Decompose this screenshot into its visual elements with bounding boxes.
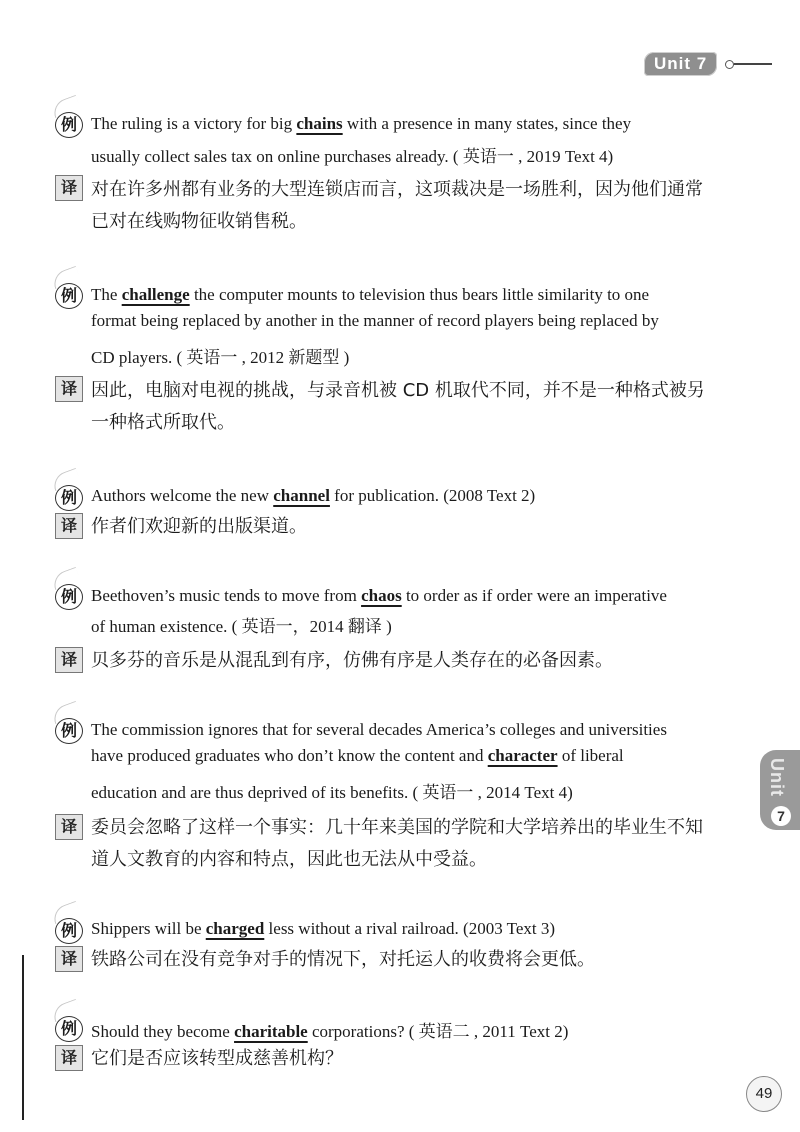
unit-side-tab <box>760 750 800 830</box>
ornament-dot <box>725 60 734 69</box>
translation-line: 它们是否应该转型成慈善机构？ <box>91 1048 343 1069</box>
side-tab-number: 7 <box>771 806 791 826</box>
example-line: have produced graduates who don’t know the content and character of liberal <box>91 746 624 765</box>
page-number: 49 <box>746 1076 782 1112</box>
translation-line: 道人文教育的内容和特点，因此也无法从中受益。 <box>91 849 487 870</box>
translation-marker: 译 <box>55 946 83 972</box>
keyword-chains: chains <box>296 114 343 133</box>
translation-line: 对在许多州都有业务的大型连锁店而言，这项裁决是一场胜利，因为他们通常 <box>91 179 703 200</box>
keyword-character: character <box>487 746 558 765</box>
example-marker: 例 <box>55 283 83 309</box>
translation-line: 一种格式所取代。 <box>91 412 235 433</box>
example-line: The ruling is a victory for big chains with a presence in many states, since they <box>91 114 632 133</box>
translation-line: 铁路公司在没有竞争对手的情况下，对托运人的收费将会更低。 <box>91 949 595 970</box>
translation-marker: 译 <box>55 376 83 402</box>
example-line: Beethoven’s music tends to move from chaos to order as if order were an imperative <box>91 586 667 605</box>
translation-marker: 译 <box>55 1045 83 1071</box>
translation-marker: 译 <box>55 647 83 673</box>
example-marker: 例 <box>55 1016 83 1042</box>
example-line: The challenge the computer mounts to television thus bears little similarity to one <box>91 285 650 304</box>
unit-label: Unit 7 <box>644 52 717 76</box>
keyword-challenge: challenge <box>121 285 190 304</box>
translation-marker: 译 <box>55 175 83 201</box>
side-tab-label: Unit <box>767 758 787 797</box>
ornament-line <box>734 63 772 65</box>
example-line: Shippers will be charged less without a rival railroad. (2003 Text 3) <box>91 919 556 938</box>
translation-marker: 译 <box>55 814 83 840</box>
example-line: CD players. ( 英语一 , 2012 新题型 ) <box>91 348 350 367</box>
translation-line: 委员会忽略了这样一个事实：几十年来美国的学院和大学培养出的毕业生不知 <box>91 817 703 838</box>
example-line: The commission ignores that for several decades America’s colleges and universities <box>91 720 667 739</box>
example-marker: 例 <box>55 918 83 944</box>
margin-rule <box>22 955 24 1120</box>
example-line: education and are thus deprived of its benefits. ( 英语一 , 2014 Text 4) <box>91 783 573 802</box>
example-marker: 例 <box>55 718 83 744</box>
header-ornament <box>725 60 772 69</box>
keyword-charitable: charitable <box>234 1022 308 1041</box>
translation-marker: 译 <box>55 513 83 539</box>
example-marker: 例 <box>55 584 83 610</box>
example-line: Should they become charitable corporations? ( 英语二 , 2011 Text 2) <box>91 1022 569 1041</box>
translation-line: 已对在线购物征收销售税。 <box>91 211 307 232</box>
translation-line: 因此，电脑对电视的挑战，与录音机被 CD 机取代不同，并不是一种格式被另 <box>91 380 705 401</box>
example-marker: 例 <box>55 485 83 511</box>
unit-header <box>644 52 772 76</box>
example-line: format being replaced by another in the manner of record players being replaced by <box>91 311 659 330</box>
keyword-channel: channel <box>273 486 330 505</box>
example-marker: 例 <box>55 112 83 138</box>
keyword-chaos: chaos <box>361 586 402 605</box>
example-line: Authors welcome the new channel for publication. (2008 Text 2) <box>91 486 536 505</box>
keyword-charged: charged <box>205 919 265 938</box>
example-line: usually collect sales tax on online purchases already. ( 英语一 , 2019 Text 4) <box>91 147 614 166</box>
translation-line: 作者们欢迎新的出版渠道。 <box>91 516 307 537</box>
example-line: of human existence. ( 英语一，2014 翻译 ) <box>91 617 392 636</box>
translation-line: 贝多芬的音乐是从混乱到有序，仿佛有序是人类存在的必备因素。 <box>91 650 613 671</box>
